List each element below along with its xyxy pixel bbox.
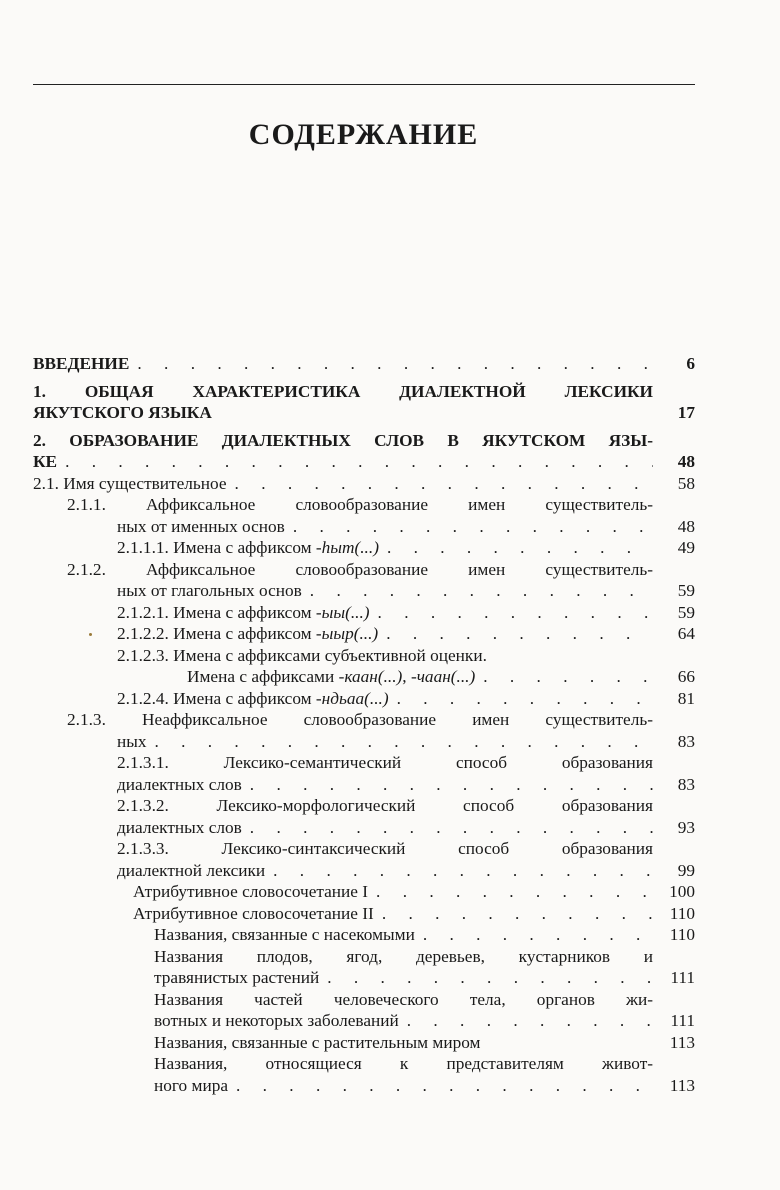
- toc-entry-text-line2: диалектной лексики: [117, 860, 266, 880]
- leader-dots: [250, 774, 653, 796]
- toc-entry-text-line1: 2.1.2. Аффиксальное словообразование имен существитель-: [67, 559, 653, 579]
- toc-entry-text-line2: КЕ: [33, 452, 58, 471]
- paper-speck: [89, 633, 92, 636]
- toc-page-number: 111: [670, 968, 695, 987]
- leader-dots: [137, 353, 653, 375]
- toc-entry-2-1-2-4[interactable]: [117, 688, 695, 710]
- leader-dots: [65, 451, 653, 473]
- affix-text: -ндьаа(...): [315, 688, 389, 708]
- toc-entry-text-line1: 2.1.3. Неаффиксальное словообразование имен существитель-: [67, 710, 653, 729]
- toc-entry-fauna[interactable]: [154, 1053, 695, 1096]
- affix-separator: ,: [402, 667, 411, 686]
- toc-entry-text: Названия, связанные с насекомыми: [154, 925, 415, 944]
- toc-entry-2-1-3[interactable]: [67, 709, 695, 752]
- toc-entry-text: 2.1.2.2. Имена с аффиксом: [117, 624, 316, 643]
- toc-entry-flora[interactable]: [154, 1032, 695, 1054]
- leader-dots: [407, 1010, 653, 1032]
- leader-dots: [310, 580, 653, 602]
- leader-dots: [273, 860, 653, 882]
- leader-dots: [378, 602, 653, 624]
- toc-entry-text-line2: травянистых растений: [154, 968, 320, 987]
- toc-entry-chapter-1[interactable]: [33, 381, 695, 424]
- toc-page-number: 49: [677, 538, 695, 557]
- leader-dots: [235, 473, 653, 495]
- toc-entry-text-line2: ного мира: [154, 1075, 229, 1095]
- toc-page-number: 99: [677, 860, 695, 880]
- toc-page-number: 66: [677, 667, 695, 686]
- toc-page-number: 113: [669, 1032, 695, 1052]
- toc-page-number: 110: [669, 925, 695, 944]
- toc-entry-text: Атрибутивное словосочетание II: [133, 903, 374, 923]
- toc-entry-2-1-1-1[interactable]: [117, 537, 695, 559]
- toc-page-number: 48: [677, 452, 695, 471]
- page-title: СОДЕРЖАНИЕ: [248, 118, 479, 151]
- toc-page-number: 17: [677, 403, 695, 422]
- toc-entry-text-line2: ных от глагольных основ: [117, 581, 302, 600]
- toc-page-number: 111: [670, 1011, 695, 1030]
- leader-dots: [387, 537, 653, 559]
- toc-entry-2-1-2-3[interactable]: [117, 645, 695, 688]
- toc-page-number: 83: [677, 731, 695, 751]
- toc-entry-text-line1: 2.1.2.3. Имена с аффиксами субъективной оценки.: [117, 645, 487, 665]
- toc-entry-text-line1: 2. ОБРАЗОВАНИЕ ДИАЛЕКТНЫХ СЛОВ В ЯКУТСКОМ ЯЗЫ-: [33, 430, 653, 450]
- toc-entry-2-1[interactable]: [33, 473, 695, 495]
- toc-entry-introduction[interactable]: [33, 353, 695, 375]
- toc-entry-text: ВВЕДЕНИЕ: [33, 354, 130, 373]
- toc-entry-text: 2.1.2.4. Имена с аффиксом: [117, 688, 316, 708]
- toc-entry-attributive-1[interactable]: [133, 881, 695, 903]
- toc-entry-text: Атрибутивное словосочетание I: [133, 882, 369, 901]
- leader-dots: [376, 881, 653, 903]
- top-rule: [33, 84, 695, 85]
- toc-page-number: 48: [677, 516, 695, 536]
- table-of-contents: [33, 345, 695, 1096]
- toc-entry-body-parts[interactable]: [154, 989, 695, 1032]
- toc-entry-text: 2.1. Имя существительное: [33, 473, 227, 493]
- toc-entry-chapter-2[interactable]: [33, 430, 695, 473]
- leader-dots: [397, 688, 653, 710]
- toc-page-number: 110: [669, 903, 695, 923]
- toc-entry-text: Имена с аффиксами: [187, 667, 339, 686]
- toc-entry-text-line2: диалектных слов: [117, 817, 242, 837]
- leader-dots: [155, 731, 654, 753]
- leader-dots: [250, 817, 653, 839]
- toc-page-number: 6: [686, 354, 695, 373]
- affix-text: -каан(...): [338, 667, 403, 686]
- toc-entry-text-line1: Названия плодов, ягод, деревьев, кустарников и: [154, 946, 653, 966]
- toc-entry-2-1-2-2[interactable]: [117, 623, 695, 645]
- toc-page-number: 81: [677, 688, 695, 708]
- toc-entry-text-line1: 2.1.1. Аффиксальное словообразование имен существитель-: [67, 495, 653, 514]
- toc-entry-text-line1: 1. ОБЩАЯ ХАРАКТЕРИСТИКА ДИАЛЕКТНОЙ ЛЕКСИКИ: [33, 381, 653, 401]
- toc-page-number: 59: [677, 602, 695, 622]
- toc-entry-2-1-1[interactable]: [67, 494, 695, 537]
- toc-page-number: 58: [677, 473, 695, 493]
- toc-page-number: 59: [677, 581, 695, 600]
- toc-entry-2-1-2[interactable]: [67, 559, 695, 602]
- toc-page-number: 93: [677, 817, 695, 837]
- affix-text: -ыы(...): [315, 602, 370, 622]
- leader-dots: [382, 903, 653, 925]
- toc-entry-attributive-2[interactable]: [133, 903, 695, 925]
- toc-entry-text: 2.1.1.1. Имена с аффиксом: [117, 538, 316, 557]
- toc-page-number: 64: [677, 624, 695, 643]
- toc-entry-text-line2: диалектных слов: [117, 774, 242, 794]
- affix-text: -һыт(...): [315, 538, 379, 557]
- toc-entry-2-1-3-2[interactable]: [117, 795, 695, 838]
- toc-entry-text-line1: Названия, относящиеся к представителям живот-: [154, 1054, 653, 1073]
- toc-entry-2-1-3-1[interactable]: [117, 752, 695, 795]
- toc-entry-2-1-2-1[interactable]: [117, 602, 695, 624]
- toc-entry-text-line1: 2.1.3.3. Лексико-синтаксический способ образования: [117, 839, 653, 858]
- toc-entry-2-1-3-3[interactable]: [117, 838, 695, 881]
- toc-entry-text-line1: Названия частей человеческого тела, органов жи-: [154, 989, 653, 1009]
- affix-text: -чаан(...): [410, 667, 476, 686]
- leader-dots: [293, 516, 653, 538]
- toc-entry-plants[interactable]: [154, 946, 695, 989]
- toc-entry-text-line2: вотных и некоторых заболеваний: [154, 1011, 399, 1030]
- toc-page-number: 113: [669, 1075, 695, 1095]
- leader-dots: [236, 1075, 653, 1097]
- affix-text: -ыыр(...): [315, 624, 379, 643]
- leader-dots: [386, 623, 653, 645]
- toc-entry-text-line2: ЯКУТСКОГО ЯЗЫКА: [33, 403, 212, 422]
- toc-entry-text-line2: ных: [117, 731, 147, 751]
- leader-dots: [483, 666, 653, 688]
- toc-page-number: 83: [677, 774, 695, 794]
- toc-entry-text-line1: 2.1.3.2. Лексико-морфологический способ образования: [117, 796, 653, 815]
- toc-entry-text-line2: ных от именных основ: [117, 516, 285, 536]
- toc-entry-text-line1: 2.1.3.1. Лексико-семантический способ образования: [117, 753, 653, 772]
- toc-entry-text: 2.1.2.1. Имена с аффиксом: [117, 602, 316, 622]
- toc-entry-text: Названия, связанные с растительным миром: [154, 1032, 481, 1052]
- toc-page-number: 100: [669, 882, 695, 901]
- leader-dots: [423, 924, 653, 946]
- leader-dots: [327, 967, 653, 989]
- toc-entry-insects[interactable]: [154, 924, 695, 946]
